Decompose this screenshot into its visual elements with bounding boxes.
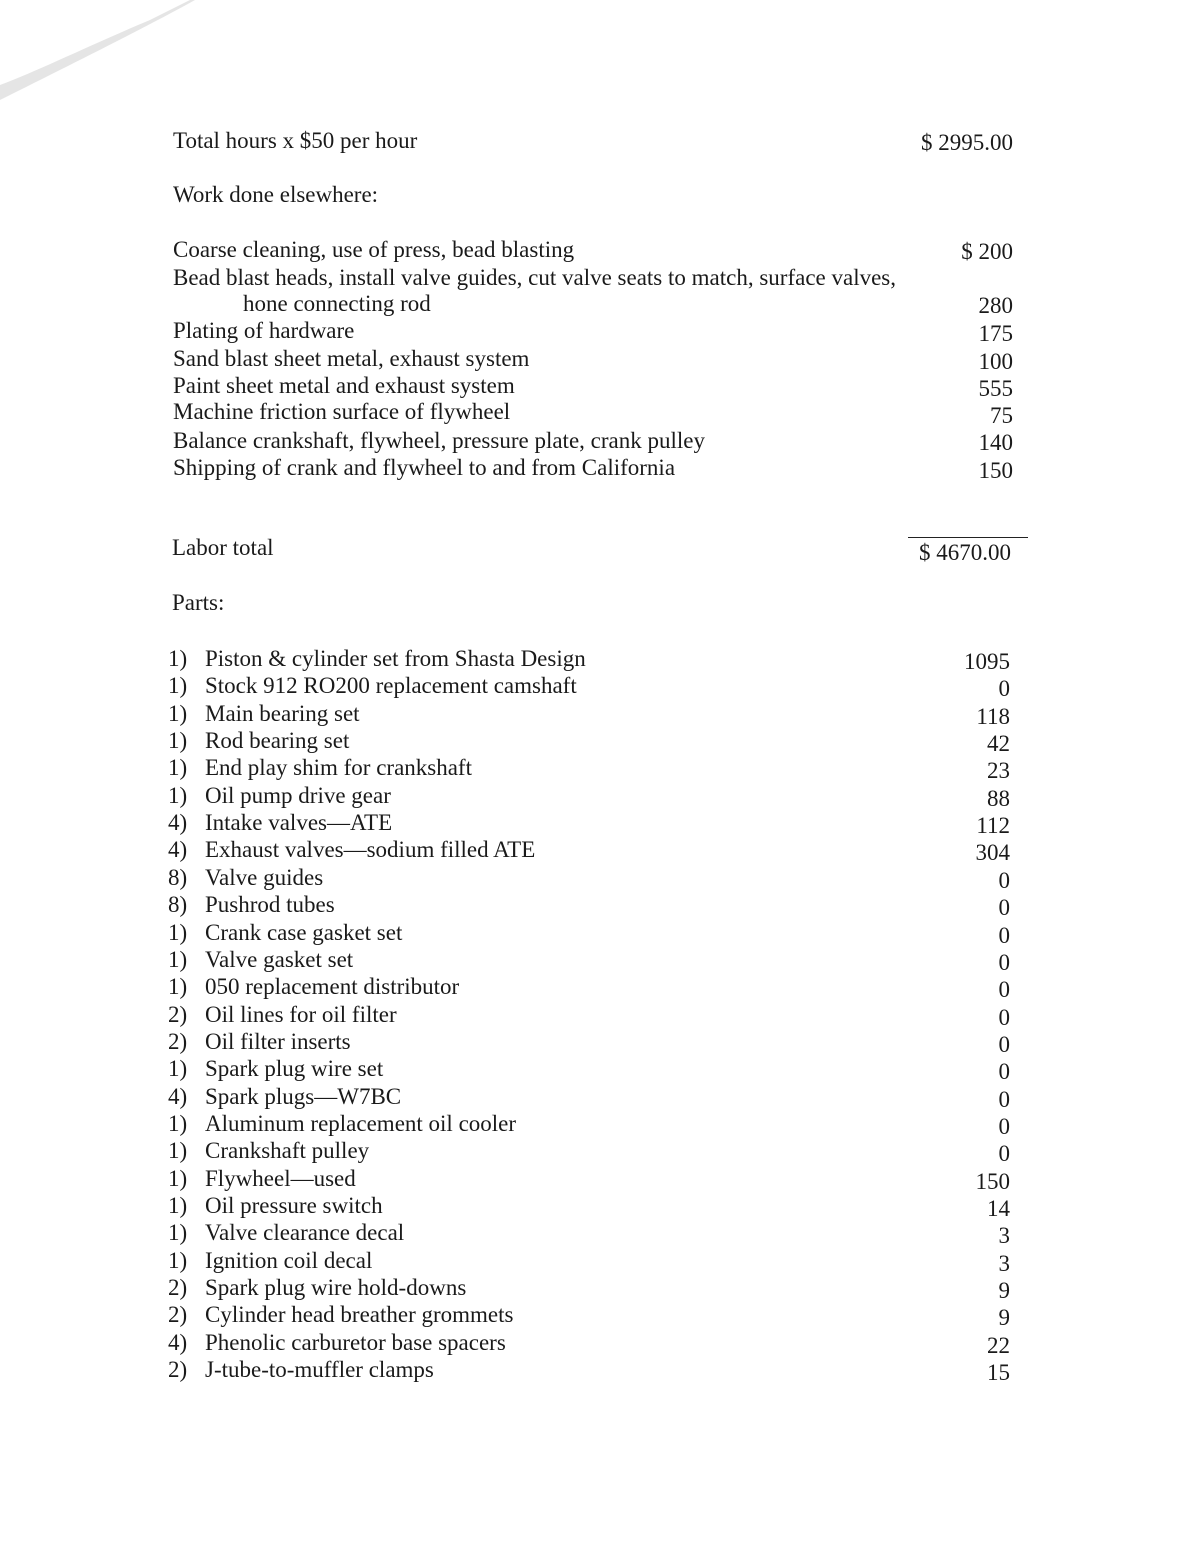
- part-price: 0: [998, 977, 1010, 1002]
- part-quantity: 1): [168, 646, 188, 671]
- work-item-desc: Paint sheet metal and exhaust system: [173, 373, 515, 398]
- part-quantity: 1): [168, 1248, 188, 1273]
- hourly-rate-total: $ 2995.00: [921, 130, 1013, 155]
- work-elsewhere-heading: Work done elsewhere:: [173, 182, 379, 207]
- part-price: 9: [998, 1305, 1010, 1330]
- part-price: 0: [998, 1032, 1010, 1057]
- part-price: 112: [976, 813, 1010, 838]
- part-price: 1095: [964, 649, 1010, 674]
- part-name: Oil pump drive gear: [205, 783, 391, 808]
- part-name: J-tube-to-muffler clamps: [205, 1357, 434, 1382]
- part-price: 0: [998, 950, 1010, 975]
- work-item-value: 100: [978, 349, 1013, 374]
- part-name: Pushrod tubes: [205, 892, 335, 917]
- work-item-value: $ 200: [961, 239, 1013, 264]
- part-name: Valve gasket set: [205, 947, 354, 972]
- part-name: Crank case gasket set: [205, 920, 403, 945]
- part-quantity: 2): [168, 1302, 188, 1327]
- part-quantity: 4): [168, 1330, 188, 1355]
- part-quantity: 1): [168, 1220, 188, 1245]
- part-price: 3: [998, 1223, 1010, 1248]
- part-price: 304: [975, 840, 1010, 865]
- part-name: Crankshaft pulley: [205, 1138, 370, 1163]
- part-quantity: 4): [168, 810, 188, 835]
- part-quantity: 1): [168, 1193, 188, 1218]
- part-price: 0: [998, 1087, 1010, 1112]
- part-quantity: 1): [168, 920, 188, 945]
- work-item-value: 555: [978, 376, 1013, 401]
- part-quantity: 1): [168, 1111, 188, 1136]
- part-name: Valve guides: [205, 865, 324, 890]
- part-quantity: 4): [168, 1084, 188, 1109]
- part-name: Stock 912 RO200 replacement camshaft: [205, 673, 577, 698]
- part-quantity: 1): [168, 701, 188, 726]
- part-price: 150: [975, 1169, 1010, 1194]
- work-item-desc: Machine friction surface of flywheel: [173, 399, 511, 424]
- part-name: Exhaust valves—sodium filled ATE: [205, 837, 536, 862]
- part-name: End play shim for crankshaft: [205, 755, 472, 780]
- part-name: 050 replacement distributor: [205, 974, 460, 999]
- part-quantity: 4): [168, 837, 188, 862]
- part-name: Flywheel—used: [205, 1166, 356, 1191]
- labor-total-value: $ 4670.00: [919, 540, 1011, 565]
- part-quantity: 2): [168, 1357, 188, 1382]
- part-name: Piston & cylinder set from Shasta Design: [205, 646, 586, 671]
- work-item-value: 75: [990, 403, 1013, 428]
- part-name: Spark plugs—W7BC: [205, 1084, 402, 1109]
- part-price: 0: [998, 868, 1010, 893]
- part-price: 0: [998, 676, 1010, 701]
- part-quantity: 1): [168, 974, 188, 999]
- part-name: Oil lines for oil filter: [205, 1002, 397, 1027]
- part-name: Intake valves—ATE: [205, 810, 393, 835]
- work-item-value: 280: [978, 293, 1013, 318]
- part-price: 23: [987, 758, 1010, 783]
- scan-edge-mark: [0, 0, 200, 120]
- work-item-desc: Plating of hardware: [173, 318, 355, 343]
- part-price: 22: [987, 1333, 1010, 1358]
- part-price: 0: [998, 895, 1010, 920]
- part-name: Valve clearance decal: [205, 1220, 405, 1245]
- part-quantity: 8): [168, 865, 188, 890]
- part-quantity: 2): [168, 1029, 188, 1054]
- part-price: 0: [998, 1059, 1010, 1084]
- work-item-desc: Balance crankshaft, flywheel, pressure plate, crank pulley: [173, 428, 705, 453]
- total-rule: [908, 537, 1028, 538]
- part-quantity: 1): [168, 1138, 188, 1163]
- part-name: Phenolic carburetor base spacers: [205, 1330, 506, 1355]
- hourly-rate-label: Total hours x $50 per hour: [173, 128, 418, 153]
- part-price: 0: [998, 1114, 1010, 1139]
- work-item-desc: Coarse cleaning, use of press, bead blasting: [173, 237, 575, 262]
- part-name: Main bearing set: [205, 701, 360, 726]
- part-price: 14: [987, 1196, 1010, 1221]
- part-price: 9: [998, 1278, 1010, 1303]
- part-name: Oil pressure switch: [205, 1193, 383, 1218]
- work-item-desc-continued: hone connecting rod: [243, 291, 431, 316]
- work-item-value: 175: [978, 321, 1013, 346]
- work-item-value: 150: [978, 458, 1013, 483]
- part-quantity: 1): [168, 947, 188, 972]
- part-name: Spark plug wire set: [205, 1056, 384, 1081]
- part-price: 88: [987, 786, 1010, 811]
- part-name: Cylinder head breather grommets: [205, 1302, 514, 1327]
- part-name: Spark plug wire hold-downs: [205, 1275, 467, 1300]
- part-name: Rod bearing set: [205, 728, 350, 753]
- part-quantity: 1): [168, 783, 188, 808]
- part-price: 0: [998, 1141, 1010, 1166]
- part-quantity: 2): [168, 1275, 188, 1300]
- part-price: 15: [987, 1360, 1010, 1385]
- part-quantity: 8): [168, 892, 188, 917]
- part-name: Aluminum replacement oil cooler: [205, 1111, 517, 1136]
- part-quantity: 2): [168, 1002, 188, 1027]
- part-quantity: 1): [168, 755, 188, 780]
- part-price: 3: [998, 1251, 1010, 1276]
- part-quantity: 1): [168, 1056, 188, 1081]
- work-item-value: 140: [978, 430, 1013, 455]
- part-price: 118: [976, 704, 1010, 729]
- part-name: Oil filter inserts: [205, 1029, 351, 1054]
- part-price: 42: [987, 731, 1010, 756]
- work-item-desc: Sand blast sheet metal, exhaust system: [173, 346, 530, 371]
- work-item-desc: Shipping of crank and flywheel to and from California: [173, 455, 676, 480]
- part-quantity: 1): [168, 1166, 188, 1191]
- part-price: 0: [998, 1005, 1010, 1030]
- part-quantity: 1): [168, 673, 188, 698]
- parts-heading: Parts:: [172, 590, 225, 615]
- part-price: 0: [998, 923, 1010, 948]
- labor-total-label: Labor total: [172, 535, 274, 560]
- work-item-desc: Bead blast heads, install valve guides, cut valve seats to match, surface valves,: [173, 265, 896, 290]
- part-quantity: 1): [168, 728, 188, 753]
- part-name: Ignition coil decal: [205, 1248, 373, 1273]
